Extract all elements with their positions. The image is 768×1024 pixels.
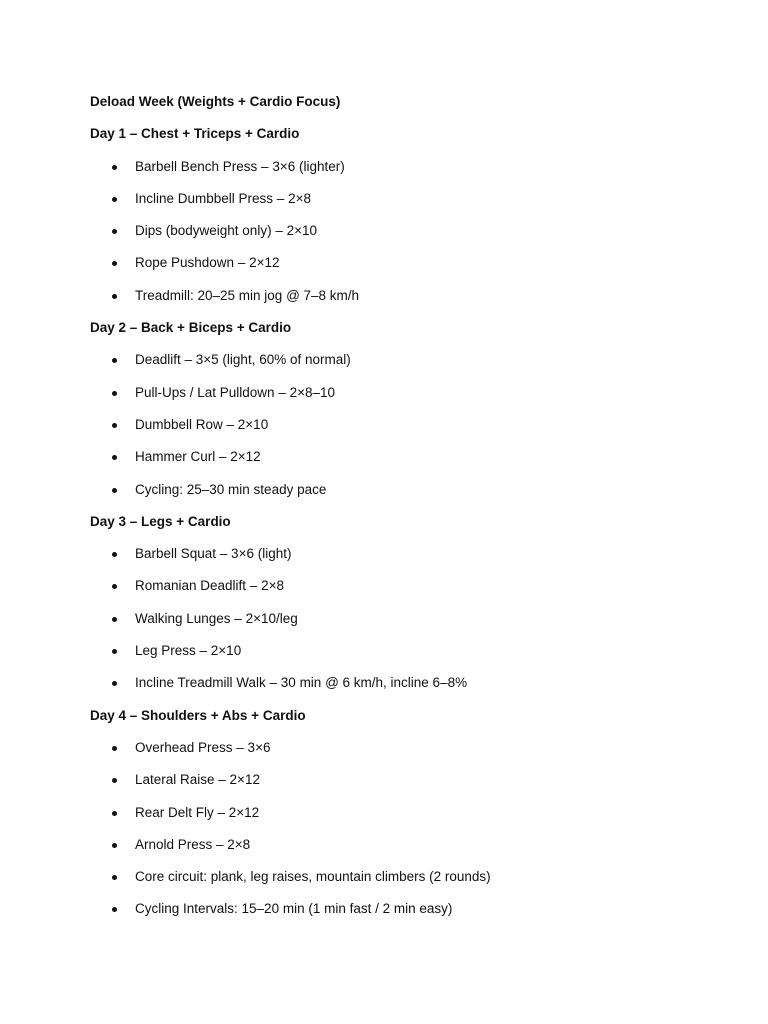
bullet-icon — [112, 552, 117, 557]
list-item — [90, 545, 730, 563]
list-item — [90, 868, 730, 886]
list-item — [90, 351, 730, 369]
bullet-icon — [112, 294, 117, 299]
bullet-icon — [112, 165, 117, 170]
item-text: Rear Delt Fly – 2×12 — [135, 804, 260, 820]
item-text: Lateral Raise – 2×12 — [135, 772, 260, 788]
document-page — [90, 93, 730, 933]
bullet-icon — [112, 875, 117, 880]
day-1-section — [90, 125, 730, 304]
list-item — [90, 254, 730, 272]
item-text: Deadlift – 3×5 (light, 60% of normal) — [135, 352, 351, 368]
day-4-section — [90, 707, 730, 919]
list-item — [90, 222, 730, 240]
item-text: Core circuit: plank, leg raises, mountain climbers (2 rounds) — [135, 869, 491, 885]
bullet-icon — [112, 746, 117, 751]
list-item — [90, 481, 730, 499]
bullet-icon — [112, 778, 117, 783]
bullet-icon — [112, 488, 117, 493]
bullet-icon — [112, 358, 117, 363]
item-text: Hammer Curl – 2×12 — [135, 449, 261, 465]
bullet-icon — [112, 584, 117, 589]
bullet-icon — [112, 455, 117, 460]
item-text: Cycling Intervals: 15–20 min (1 min fast / 2 min easy) — [135, 901, 453, 917]
day-heading: Day 3 – Legs + Cardio — [90, 513, 231, 529]
list-item — [90, 416, 730, 434]
list-item — [90, 610, 730, 628]
item-text: Rope Pushdown – 2×12 — [135, 255, 280, 271]
bullet-icon — [112, 423, 117, 428]
list-item — [90, 739, 730, 757]
item-text: Overhead Press – 3×6 — [135, 739, 271, 755]
item-text: Walking Lunges – 2×10/leg — [135, 610, 298, 626]
bullet-icon — [112, 391, 117, 396]
list-item — [90, 190, 730, 208]
list-item — [90, 674, 730, 692]
list-item — [90, 158, 730, 176]
list-item — [90, 577, 730, 595]
day-heading: Day 4 – Shoulders + Abs + Cardio — [90, 707, 306, 723]
list-item — [90, 771, 730, 789]
day-heading: Day 2 – Back + Biceps + Cardio — [90, 320, 292, 336]
item-text: Dumbbell Row – 2×10 — [135, 416, 269, 432]
item-text: Leg Press – 2×10 — [135, 643, 242, 659]
bullet-icon — [112, 681, 117, 686]
day-heading: Day 1 – Chest + Triceps + Cardio — [90, 126, 300, 142]
list-item — [90, 642, 730, 660]
bullet-icon — [112, 617, 117, 622]
day-3-section — [90, 513, 730, 692]
item-text: Romanian Deadlift – 2×8 — [135, 578, 284, 594]
list-item — [90, 384, 730, 402]
list-item — [90, 448, 730, 466]
bullet-icon — [112, 229, 117, 234]
bullet-icon — [112, 811, 117, 816]
document-title: Deload Week (Weights + Cardio Focus) — [90, 94, 341, 109]
item-text: Pull-Ups / Lat Pulldown – 2×8–10 — [135, 384, 336, 400]
day-2-section — [90, 319, 730, 498]
list-item — [90, 287, 730, 305]
item-text: Treadmill: 20–25 min jog @ 7–8 km/h — [135, 287, 360, 303]
list-item — [90, 900, 730, 918]
item-text: Barbell Squat – 3×6 (light) — [135, 546, 292, 562]
item-text: Barbell Bench Press – 3×6 (lighter) — [135, 158, 345, 174]
item-text: Incline Dumbbell Press – 2×8 — [135, 190, 311, 206]
bullet-icon — [112, 649, 117, 654]
item-text: Arnold Press – 2×8 — [135, 836, 251, 852]
bullet-icon — [112, 843, 117, 848]
item-text: Dips (bodyweight only) – 2×10 — [135, 223, 317, 239]
bullet-icon — [112, 261, 117, 266]
bullet-icon — [112, 907, 117, 912]
bullet-icon — [112, 197, 117, 202]
list-item — [90, 836, 730, 854]
list-item — [90, 804, 730, 822]
item-text: Incline Treadmill Walk – 30 min @ 6 km/h, incline 6–8% — [135, 675, 468, 691]
item-text: Cycling: 25–30 min steady pace — [135, 481, 327, 497]
